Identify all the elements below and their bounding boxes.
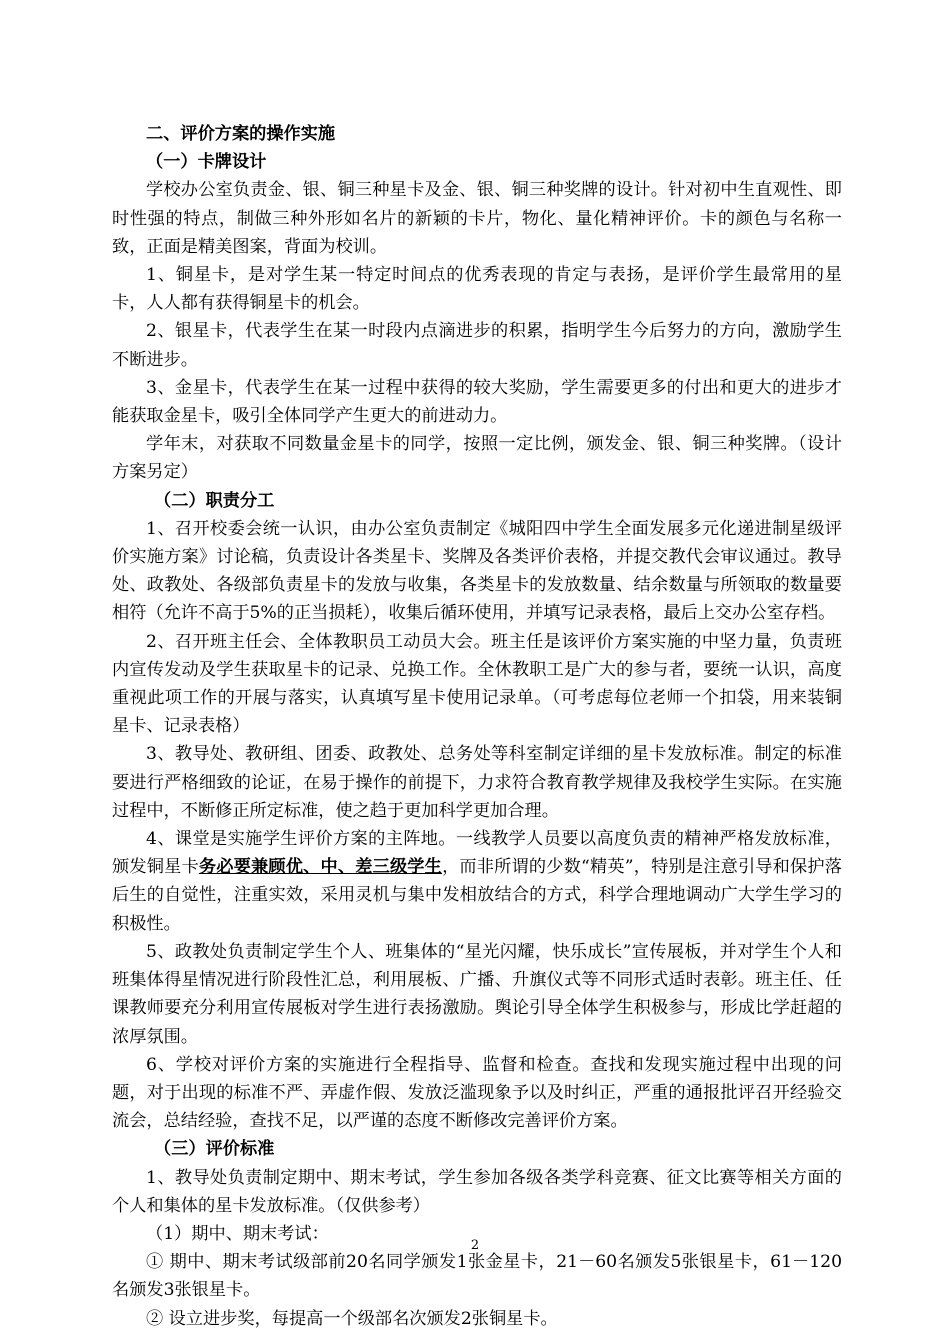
paragraph: 3、金星卡，代表学生在某一过程中获得的较大奖励，学生需要更多的付出和更大的进步才能获取金星卡，吸引全体同学产生更大的前进动力。 <box>112 377 842 427</box>
paragraph: 1、铜星卡，是对学生某一特定时间点的优秀表现的肯定与表扬，是评价学生最常用的星卡，人人都有获得铜星卡的机会。 <box>112 265 842 314</box>
subsection-title-responsibilities: （二）职责分工 <box>154 490 275 511</box>
paragraph <box>112 825 842 938</box>
section-heading: 二、评价方案的操作实施 <box>146 124 336 144</box>
paragraph: ② 设立进步奖，每提高一个级部名次颁发2张铜星卡。 <box>146 1308 558 1329</box>
emphasized-text: 务必要兼顾优、中、差三级学生 <box>198 857 443 878</box>
paragraph: 3、教导处、教研组、团委、政教处、总务处等科室制定详细的星卡发放标准。制定的标准要进行严格细致的论证，在易于操作的前提下，力求符合教育教学规律及我校学生实际。在实施过程中，不断修正所定标准，使之趋于更加科学更加合理。 <box>112 744 842 821</box>
paragraph: ① 期中、期末考试级部前20名同学颁发1张金星卡，21－60名颁发5张银星卡，61－120名颁发3张银星卡。 <box>112 1252 842 1301</box>
paragraph: 1、教导处负责制定期中、期末考试，学生参加各级各类学科竞赛、征文比赛等相关方面的个人和集体的星卡发放标准。（仅供参考） <box>112 1167 842 1216</box>
paragraph-text: 4、课堂是实施学生评价方案的主阵地。一线教学人员要以高度负责的精神严格发放标准，颁发铜星卡 <box>112 829 842 878</box>
subsection-title-criteria: （三）评价标准 <box>154 1139 275 1160</box>
paragraph: 5、政教处负责制定学生个人、班集体的“星光闪耀，快乐成长”宣传展板，并对学生个人和班集体得星情况进行阶段性汇总，利用展板、广播、升旗仪式等不同形式适时表彰。班主任、任课教师要充分利用宣传展板对学生进行表扬激励。舆论引导全体学生积极参与，形成比学赶超的浓厚氛围。 <box>112 941 842 1047</box>
paragraph: 学校办公室负责金、银、铜三种星卡及金、银、铜三种奖牌的设计。针对初中生直观性、即时性强的特点，制做三种外形如名片的新颖的卡片，物化、量化精神评价。卡的颜色与名称一致，正面是精美图案，背面为校训。 <box>112 180 842 257</box>
paragraph: 2、银星卡，代表学生在某一时段内点滴进步的积累，指明学生今后努力的方向，激励学生不断进步。 <box>112 321 842 370</box>
paragraph: 学年末，对获取不同数量金星卡的同学，按照一定比例，颁发金、银、铜三种奖牌。（设计方案另定） <box>112 434 842 483</box>
paragraph: 6、学校对评价方案的实施进行全程指导、监督和检查。查找和发现实施过程中出现的问题，对于出现的标准不严、弄虚作假、发放泛滥现象予以及时纠正，严重的通报批评召开经验交流会，总结经验，查找不足，以严谨的态度不断修改完善评价方案。 <box>112 1054 842 1132</box>
paragraph-text: ，而非所谓的少数“精英”，特别是注意引导和保护落后生的自觉性，注重实效，采用灵机与集中发相放结合的方式，科学合理地调动广大学生学习的积极性。 <box>112 857 842 934</box>
subsection-title-card-design: （一）卡牌设计 <box>146 152 267 173</box>
paragraph: 2、召开班主任会、全体教职员工动员大会。班主任是该评价方案实施的中坚力量，负责班内宣传发动及学生获取星卡的记录、兑换工作。全休教职工是广大的参与者，要统一认识，高度重视此项工作的开展与落实，认真填写星卡使用记录单。（可考虑每位老师一个扣袋，用来装铜星卡、记录表格） <box>112 631 842 737</box>
paragraph: （1）期中、期末考试： <box>146 1223 329 1244</box>
page-number: 2 <box>470 1238 480 1253</box>
paragraph: 1、召开校委会统一认识，由办公室负责制定《城阳四中学生全面发展多元化递进制星级评价实施方案》讨论稿，负责设计各类星卡、奖牌及各类评价表格，并提交教代会审议通过。教导处、政教处、各级部负责星卡的发放与收集，各类星卡的发放数量、结余数量与所领取的数量要相符（允许不高于5%的正当损耗），收集后循环使用，并填写记录表格，最后上交办公室存档。 <box>112 518 842 624</box>
document-body <box>112 120 842 1333</box>
